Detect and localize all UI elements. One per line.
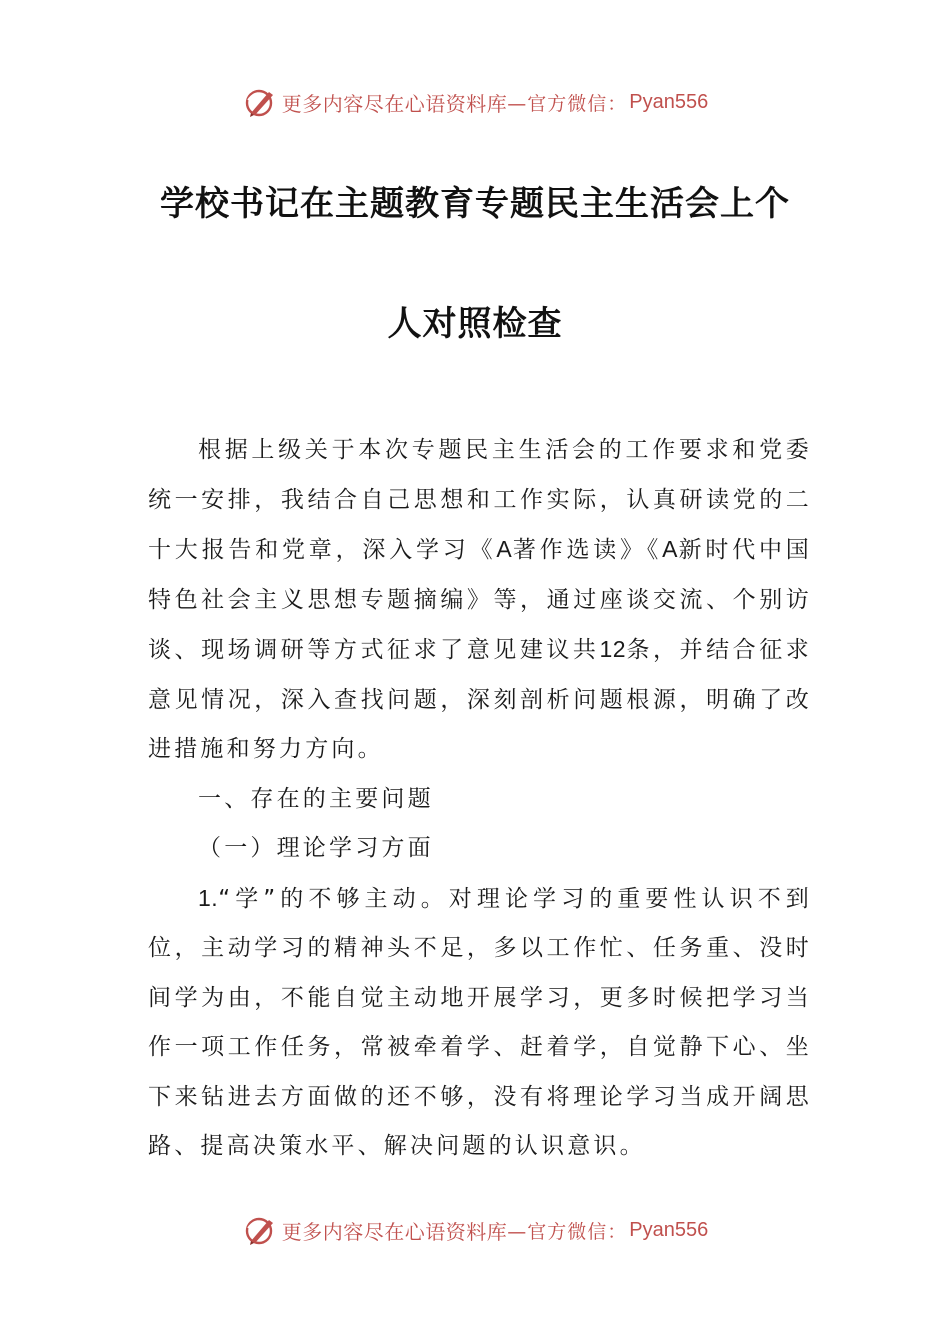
intro-text-g: 条，并结合征求意见情况，深入查找问题，深刻剖析问题根源，明确了改进措施和努力方向。 [148, 637, 813, 762]
document-body [148, 426, 812, 1172]
banner-official-text: —官方微信： [507, 92, 628, 115]
section-heading-2: （一）理论学习方面 [198, 835, 434, 861]
intro-paragraph [148, 426, 812, 775]
intro-text-e: 新时代中国特色社会主义思想专题摘编》等，通过座谈交流、个别访谈、现场调研等方式征求了意见建议共 [148, 537, 813, 663]
footer-watermark-banner [0, 1210, 950, 1250]
intro-text-a: 根据上级关于本次专题民主生活会的工作要求和党委统一安排，我结合自己思想和工作实际，认真研读党的二十大报告和党章，深入学习《 [148, 437, 812, 563]
section-heading-1: 一、存在的主要问题 [198, 785, 434, 812]
banner-wechat-handle: Pyan556 [629, 1218, 709, 1241]
header-watermark-banner [0, 82, 950, 122]
item-1-paragraph [148, 874, 812, 1172]
pen-logo-icon [242, 84, 278, 120]
banner-lead-text: 更多内容尽在心语资料库 [281, 1219, 508, 1244]
intro-text-c: 著作选读》《 [512, 537, 663, 563]
pen-logo-icon [242, 1212, 278, 1248]
banner-lead-text: 更多内容尽在心语资料库 [281, 91, 508, 116]
document-title-line-2: 人对照检查 [387, 304, 563, 344]
document-title-line-1: 学校书记在主题教育专题民主生活会上个 [160, 184, 790, 224]
intro-text-f: 12 [599, 636, 627, 662]
intro-text-b: A [496, 536, 513, 562]
item-1-text: “学”的不够主动。对理论学习的重要性认识不到位，主动学习的精神头不足，多以工作忙、任务重、没时间学为由，不能自觉主动地开展学习，更多时候把学习当作一项工作任务，常被牵着学、赶着学，自觉静下心、坐下来钻进去方面做的还不够，没有将理论学习当成开阔思路、提高决策水平、解决问题的认识意识。 [148, 885, 812, 1159]
banner-wechat-handle: Pyan556 [629, 90, 709, 113]
banner-official-text: —官方微信： [507, 1220, 628, 1243]
item-1-number: 1. [198, 884, 219, 911]
intro-text-d: A [662, 536, 678, 562]
